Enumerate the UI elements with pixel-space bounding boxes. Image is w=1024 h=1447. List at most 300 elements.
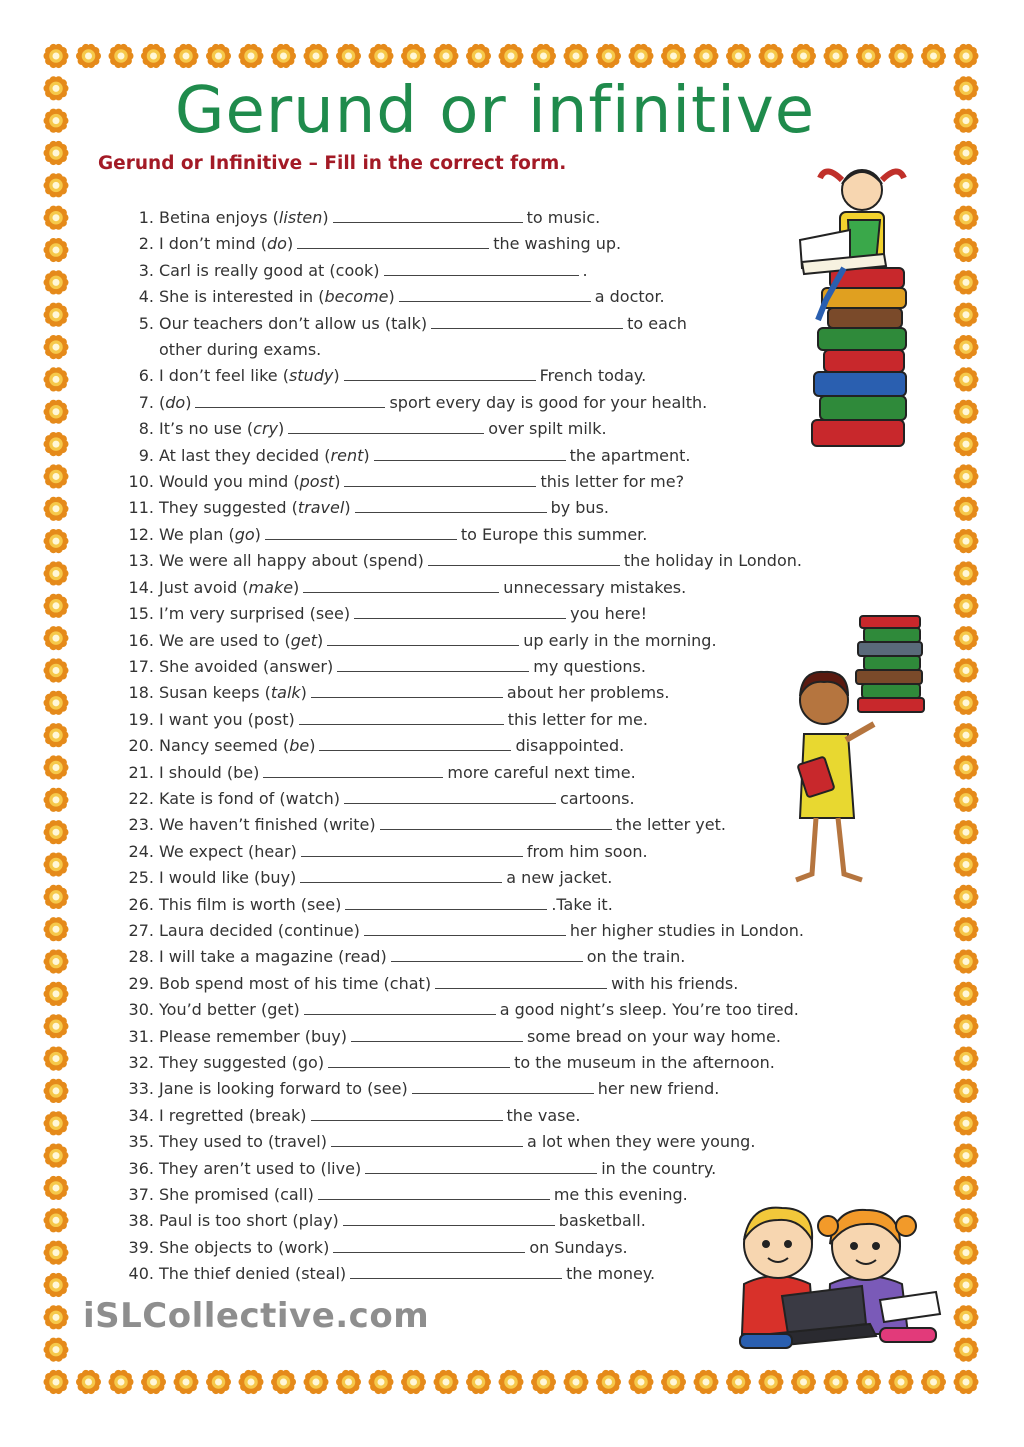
answer-blank[interactable]: [364, 921, 566, 936]
verb-hint: get: [267, 1000, 294, 1020]
question-text: Carl is really good at (: [159, 260, 336, 280]
question-number: 17.: [128, 656, 154, 676]
question-number: 26.: [128, 894, 154, 914]
answer-blank[interactable]: [412, 1079, 594, 1094]
sunflower-icon: [954, 917, 979, 941]
answer-blank[interactable]: [303, 578, 499, 593]
verb-hint: do: [165, 392, 186, 412]
sunflower-icon: [44, 497, 69, 521]
verb-hint: chat: [389, 973, 425, 993]
sunflower-icon: [791, 44, 816, 68]
question-text-continued: other during exams.: [159, 340, 322, 360]
question-text: She objects to (: [159, 1237, 285, 1257]
question-text: ): [363, 445, 370, 465]
question-number: 13.: [128, 551, 154, 571]
sunflower-icon: [271, 1370, 296, 1394]
question-text: ): [334, 472, 341, 492]
question-text: It’s no use (: [159, 419, 254, 439]
site-watermark: iSLCollective.com: [83, 1296, 430, 1336]
question-number: 9.: [138, 445, 154, 465]
question-number: 28.: [128, 947, 154, 967]
sunflower-icon: [44, 367, 69, 391]
question-text: ): [307, 1185, 314, 1205]
question-text: ): [333, 366, 340, 386]
sunflower-icon: [499, 1370, 524, 1394]
question-number: 3.: [138, 260, 154, 280]
answer-blank[interactable]: [399, 287, 591, 302]
answer-blank[interactable]: [300, 868, 502, 883]
question-text: We haven’t finished (: [159, 815, 330, 835]
sunflower-icon: [954, 1111, 979, 1135]
answer-blank[interactable]: [333, 1238, 525, 1253]
sunflower-icon: [954, 982, 979, 1006]
answer-blank[interactable]: [343, 1211, 555, 1226]
answer-blank[interactable]: [299, 710, 504, 725]
sunflower-icon: [954, 1079, 979, 1103]
question-text: ): [288, 709, 295, 729]
question-number: 19.: [128, 709, 154, 729]
verb-hint: go: [297, 1053, 318, 1072]
sunflower-icon: [44, 1176, 69, 1200]
sunflower-icon: [954, 270, 979, 294]
question-item: [118, 786, 838, 812]
answer-blank[interactable]: [435, 974, 607, 989]
question-item: [118, 284, 838, 310]
question-number: 30.: [128, 1000, 154, 1020]
sunflower-icon: [76, 1370, 101, 1394]
sunflower-icon: [336, 1370, 361, 1394]
girl-on-books-clipart: [790, 150, 930, 470]
verb-hint: break: [254, 1105, 301, 1125]
sunflower-icon: [44, 1305, 69, 1329]
question-text: ): [369, 815, 376, 835]
question-item: [118, 575, 838, 601]
question-text: in the country.: [601, 1158, 717, 1178]
question-text: ): [254, 524, 261, 544]
sunflower-icon: [954, 853, 979, 877]
question-text: the holiday in London.: [623, 551, 802, 571]
sunflower-icon: [44, 788, 69, 812]
verb-hint: spend: [368, 551, 418, 571]
question-item: [118, 1103, 838, 1129]
sunflower-icon: [954, 1176, 979, 1200]
verb-hint: become: [324, 287, 389, 307]
sunflower-icon: [141, 1370, 166, 1394]
verb-hint: play: [298, 1211, 333, 1231]
question-text: about her problems.: [506, 683, 670, 703]
question-text: to the museum in the afternoon.: [514, 1053, 775, 1072]
sunflower-icon: [759, 1370, 784, 1394]
question-item: [118, 1156, 838, 1182]
question-number: 5.: [138, 313, 154, 333]
answer-blank[interactable]: [297, 234, 489, 249]
question-text: ): [320, 1132, 327, 1152]
sunflower-icon: [44, 950, 69, 974]
question-text: her higher studies in London.: [569, 920, 804, 940]
answer-blank[interactable]: [428, 551, 620, 566]
question-number: 18.: [128, 683, 154, 703]
question-text: the money.: [566, 1264, 656, 1284]
sunflower-icon: [954, 1144, 979, 1168]
sunflower-icon: [954, 658, 979, 682]
question-item: [118, 1076, 838, 1102]
sunflower-icon: [44, 691, 69, 715]
verb-hint: post: [299, 472, 335, 492]
answer-blank[interactable]: [328, 1053, 510, 1068]
sunflower-icon: [369, 44, 394, 68]
sunflower-icon: [206, 1370, 231, 1394]
sunflower-icon: [434, 44, 459, 68]
question-text: ): [339, 1264, 347, 1284]
sunflower-icon: [954, 1273, 979, 1297]
question-number: 23.: [128, 815, 154, 835]
sunflower-icon: [954, 1338, 979, 1362]
sunflower-icon: [954, 173, 979, 197]
sunflower-icon: [954, 206, 979, 230]
answer-blank[interactable]: [351, 1027, 523, 1042]
question-number: 35.: [128, 1132, 154, 1152]
sunflower-icon: [434, 1370, 459, 1394]
question-item: [118, 839, 838, 865]
answer-blank[interactable]: [344, 366, 536, 381]
question-text: (: [159, 392, 166, 412]
sunflower-icon: [109, 1370, 134, 1394]
question-text: ): [353, 920, 360, 940]
question-text: ): [300, 683, 307, 703]
sunflower-icon: [44, 561, 69, 585]
question-number: 22.: [128, 788, 154, 808]
answer-blank[interactable]: [431, 314, 623, 329]
question-item: [118, 654, 838, 680]
sunflower-icon: [44, 206, 69, 230]
sunflower-icon: [239, 1370, 264, 1394]
verb-hint: get: [290, 630, 318, 650]
question-text: ): [323, 1237, 330, 1257]
question-number: 8.: [138, 419, 154, 439]
sunflower-icon: [44, 1144, 69, 1168]
question-item: [118, 416, 838, 442]
sunflower-icon: [921, 1370, 946, 1394]
question-text: They suggested (: [159, 498, 298, 518]
sunflower-icon: [954, 1241, 979, 1265]
question-item: [118, 443, 838, 469]
verb-hint: be: [233, 762, 254, 782]
sunflower-icon: [304, 44, 329, 68]
sunflower-icon: [661, 1370, 686, 1394]
sunflower-icon: [954, 497, 979, 521]
question-text: you here!: [570, 604, 648, 624]
question-number: 4.: [138, 287, 154, 307]
sunflower-icon: [44, 303, 69, 327]
question-text: ): [424, 973, 432, 993]
answer-blank[interactable]: [311, 683, 503, 698]
answer-blank[interactable]: [333, 208, 523, 223]
sunflower-icon: [44, 1079, 69, 1103]
question-text: French today.: [539, 366, 647, 386]
question-text: unnecessary mistakes.: [503, 577, 687, 597]
question-list: [118, 205, 838, 1288]
question-text: ): [185, 392, 192, 412]
question-text: cartoons.: [560, 788, 635, 808]
answer-blank[interactable]: [311, 1106, 503, 1121]
sunflower-icon: [141, 44, 166, 68]
question-item: [118, 760, 838, 786]
sunflower-icon: [44, 885, 69, 909]
sunflower-icon: [759, 44, 784, 68]
sunflower-icon: [954, 1305, 979, 1329]
sunflower-icon: [954, 400, 979, 424]
question-text: ): [253, 762, 260, 782]
question-item: [118, 469, 838, 495]
boy-with-books-clipart: [790, 612, 940, 892]
question-text: ): [401, 1079, 408, 1099]
question-text: ): [388, 287, 395, 307]
verb-hint: be: [289, 736, 310, 756]
sunflower-icon: [824, 1370, 849, 1394]
question-number: 29.: [128, 973, 154, 993]
question-text: Our teachers don’t allow us (: [159, 313, 392, 333]
question-text: We are used to (: [159, 630, 291, 650]
sunflower-icon: [694, 44, 719, 68]
sunflower-icon: [44, 626, 69, 650]
verb-hint: live: [326, 1158, 355, 1178]
question-text: a lot when they were young.: [526, 1132, 756, 1152]
question-number: 20.: [128, 736, 154, 756]
question-text: a doctor.: [594, 287, 665, 307]
sunflower-icon: [44, 982, 69, 1006]
sunflower-icon: [401, 44, 426, 68]
verb-hint: cook: [335, 260, 374, 280]
sunflower-icon: [954, 885, 979, 909]
question-text: basketball.: [558, 1211, 646, 1231]
question-item: [118, 1024, 838, 1050]
sunflower-icon: [661, 44, 686, 68]
question-text: ): [335, 894, 342, 914]
question-number: 25.: [128, 868, 154, 888]
verb-hint: answer: [269, 656, 328, 676]
sunflower-icon: [726, 1370, 751, 1394]
question-number: 24.: [128, 841, 154, 861]
question-text: ): [293, 577, 300, 597]
sunflower-icon: [44, 335, 69, 359]
question-text: ): [309, 736, 316, 756]
verb-hint: listen: [278, 208, 323, 227]
answer-blank[interactable]: [384, 261, 579, 276]
sunflower-icon: [44, 1338, 69, 1362]
question-text: They suggested (: [159, 1053, 298, 1072]
sunflower-icon: [694, 1370, 719, 1394]
sunflower-icon: [44, 464, 69, 488]
question-text: Paul is too short (: [159, 1211, 299, 1231]
question-text: They used to (: [159, 1132, 275, 1152]
question-item: [118, 733, 838, 759]
answer-blank[interactable]: [350, 1264, 562, 1279]
question-number: 37.: [128, 1185, 154, 1205]
answer-blank[interactable]: [345, 895, 547, 910]
verb-hint: call: [280, 1185, 308, 1205]
answer-blank[interactable]: [337, 657, 529, 672]
question-text: Kate is fond of (: [159, 788, 286, 808]
answer-blank[interactable]: [265, 525, 457, 540]
sunflower-icon: [954, 788, 979, 812]
sunflower-icon: [921, 44, 946, 68]
question-text: the apartment.: [569, 445, 691, 465]
question-text: to each: [627, 313, 687, 333]
question-text: Betina enjoys (: [159, 208, 279, 227]
sunflower-icon: [824, 44, 849, 68]
question-item: [118, 390, 838, 416]
question-text: I want you (: [159, 709, 254, 729]
answer-blank[interactable]: [263, 763, 443, 778]
answer-blank[interactable]: [344, 789, 556, 804]
sunflower-icon: [856, 1370, 881, 1394]
question-number: 2.: [138, 234, 154, 254]
question-text: disappointed.: [515, 736, 625, 756]
answer-blank[interactable]: [391, 947, 583, 962]
sunflower-icon: [629, 1370, 654, 1394]
question-number: 39.: [128, 1237, 154, 1257]
question-text: ): [332, 1211, 339, 1231]
question-text: We were all happy about (: [159, 551, 369, 571]
question-number: 14.: [128, 577, 154, 597]
answer-blank[interactable]: [374, 446, 566, 461]
question-number: 27.: [128, 920, 154, 940]
sunflower-icon: [596, 44, 621, 68]
question-text: We expect (: [159, 841, 255, 861]
question-text: ): [420, 313, 428, 333]
verb-hint: read: [344, 947, 381, 967]
verb-hint: buy: [311, 1026, 341, 1046]
sunflower-icon: [44, 658, 69, 682]
question-text: ): [290, 841, 297, 861]
answer-blank[interactable]: [331, 1132, 523, 1147]
question-number: 16.: [128, 630, 154, 650]
answer-blank[interactable]: [355, 498, 547, 513]
sunflower-icon: [954, 1208, 979, 1232]
answer-blank[interactable]: [344, 472, 536, 487]
question-text: ): [344, 498, 351, 518]
verb-hint: see: [373, 1079, 402, 1099]
question-text: At last they decided (: [159, 445, 331, 465]
sunflower-icon: [954, 464, 979, 488]
answer-blank[interactable]: [301, 842, 523, 857]
question-text: ): [340, 1026, 348, 1046]
sunflower-icon: [954, 561, 979, 585]
sunflower-icon: [174, 44, 199, 68]
question-item: [118, 971, 838, 997]
question-text: I regretted (: [159, 1105, 255, 1125]
question-text: Laura decided (: [159, 920, 285, 940]
sunflower-icon: [44, 1273, 69, 1297]
verb-hint: continue: [284, 920, 354, 940]
question-text: I will take a magazine (: [159, 947, 345, 967]
sunflower-icon: [44, 400, 69, 424]
sunflower-icon: [954, 367, 979, 391]
instructions: Gerund or Infinitive – Fill in the correct form.: [98, 153, 567, 174]
question-text: She promised (: [159, 1185, 281, 1205]
question-text: ): [380, 947, 387, 967]
question-item: [118, 892, 838, 918]
question-text: The thief denied (: [159, 1264, 302, 1284]
question-text: this letter for me?: [540, 472, 685, 492]
question-text: ): [317, 630, 324, 650]
answer-blank[interactable]: [327, 631, 519, 646]
verb-hint: post: [253, 709, 289, 729]
question-item: [118, 1129, 838, 1155]
answer-blank[interactable]: [365, 1159, 597, 1174]
question-text: I should (: [159, 762, 234, 782]
answer-blank[interactable]: [304, 1000, 496, 1015]
answer-blank[interactable]: [195, 393, 385, 408]
verb-hint: talk: [391, 313, 421, 333]
sunflower-icon: [889, 44, 914, 68]
question-item: [118, 1050, 838, 1076]
sunflower-icon: [954, 432, 979, 456]
question-item: [118, 812, 838, 838]
verb-hint: travel: [274, 1132, 321, 1152]
answer-blank[interactable]: [354, 604, 566, 619]
answer-blank[interactable]: [318, 1185, 550, 1200]
question-text: We plan (: [159, 524, 235, 544]
sunflower-icon: [44, 723, 69, 747]
question-text: I don’t mind (: [159, 234, 267, 254]
verb-hint: talk: [270, 683, 301, 703]
sunflower-icon: [466, 44, 491, 68]
verb-hint: cry: [253, 419, 279, 439]
question-item: [118, 944, 838, 970]
question-text: to Europe this summer.: [460, 524, 648, 544]
sunflower-icon: [954, 529, 979, 553]
verb-hint: steal: [301, 1264, 340, 1284]
sunflower-icon: [44, 853, 69, 877]
question-text: some bread on your way home.: [527, 1026, 781, 1046]
question-text: ): [327, 656, 334, 676]
sunflower-icon: [954, 238, 979, 262]
children-laptop-clipart: [730, 1196, 950, 1356]
question-text: the washing up.: [493, 234, 622, 254]
question-text: ): [293, 1000, 300, 1020]
question-text: Nancy seemed (: [159, 736, 290, 756]
question-text: my questions.: [533, 656, 646, 676]
sunflower-icon: [629, 44, 654, 68]
question-text: .Take it.: [551, 894, 613, 914]
sunflower-icon: [596, 1370, 621, 1394]
question-text: I don’t feel like (: [159, 366, 289, 386]
sunflower-icon: [44, 1111, 69, 1135]
question-item: [118, 258, 838, 284]
answer-blank[interactable]: [319, 736, 511, 751]
question-text: Bob spend most of his time (: [159, 973, 390, 993]
question-item: [118, 601, 838, 627]
question-item: [118, 311, 838, 364]
answer-blank[interactable]: [380, 815, 612, 830]
question-item: [118, 548, 838, 574]
sunflower-icon: [44, 820, 69, 844]
question-text: ): [333, 788, 340, 808]
sunflower-icon: [401, 1370, 426, 1394]
question-text: a good night’s sleep. You’re too tired.: [499, 1000, 799, 1020]
question-number: 38.: [128, 1211, 154, 1231]
question-text: .: [582, 260, 588, 280]
answer-blank[interactable]: [288, 419, 484, 434]
sunflower-icon: [174, 1370, 199, 1394]
question-text: She avoided (: [159, 656, 270, 676]
sunflower-icon: [889, 1370, 914, 1394]
sunflower-icon: [954, 691, 979, 715]
question-text: over spilt milk.: [488, 419, 607, 439]
question-text: You’d better (: [159, 1000, 268, 1020]
question-item: [118, 680, 838, 706]
